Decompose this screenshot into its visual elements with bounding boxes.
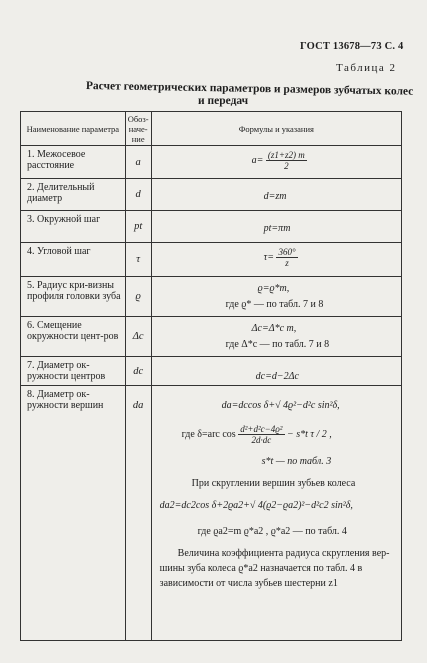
formula-cell: [151, 243, 401, 277]
formula-tip-diameter: da=dccos δ+√ 4ϱ²−d²c sin²δ,: [221, 400, 340, 411]
row-symbol: ϱ: [125, 277, 151, 317]
table-title: Расчет геометрических параметров и размеров зубчатых колес: [85, 80, 414, 98]
table-row: [21, 357, 402, 386]
column-header-name: Наименование параметра: [21, 112, 126, 146]
formula-delta: где δ=arc cos $\frac{\text{d²+d²c−4ϱ²}}{2d\cdot dc}$ − s*t τ / 2 ,: [181, 424, 332, 445]
formula-cell: [151, 146, 401, 179]
coefficient-note-2: шины зуба колеса ϱ*a2 назначается по табл. 4 в: [159, 563, 363, 574]
formula-rho-note: где ϱa2=m ϱ*a2 , ϱ*a2 — по табл. 4: [197, 526, 347, 537]
formula-interaxial: a= $\frac{(z1+z2) m}{2}$: [251, 150, 305, 171]
formula-cell: [151, 179, 401, 211]
formula-angular-pitch: τ= $\frac{360^\circ}{z}$: [263, 247, 296, 268]
formula-cell: [151, 386, 401, 641]
row-symbol: a: [125, 146, 151, 179]
row-symbol: Δc: [125, 317, 151, 357]
row-symbol: dc: [125, 357, 151, 386]
column-header-symbol: Обоз-наче-ние: [125, 112, 151, 146]
row-name: 7. Диаметр ок-ружности центров: [21, 357, 126, 386]
table-row: [21, 277, 402, 317]
formula-centre-offset: Δc=Δ*c m,: [251, 323, 297, 334]
formula-cell: [151, 277, 401, 317]
table-row: [21, 386, 402, 641]
table-row: [21, 317, 402, 357]
row-symbol: da: [125, 386, 151, 641]
coefficient-note-1: Величина коэффициента радиуса скругления вер-: [177, 548, 390, 559]
table-row: [21, 243, 402, 277]
document-code: ГОСТ 13678—73 С. 4: [300, 41, 404, 52]
table-row: [21, 211, 402, 243]
table-row: [21, 146, 402, 179]
row-name: 2. Делительный диаметр: [21, 179, 126, 211]
row-symbol: τ: [125, 243, 151, 277]
formula-centre-offset-note: где Δ*c — по табл. 7 и 8: [225, 339, 330, 350]
formula-curvature-note: где ϱ* — по табл. 7 и 8: [225, 299, 324, 310]
table-row: [21, 179, 402, 211]
formula-cell: [151, 211, 401, 243]
formula-cell: [151, 317, 401, 357]
table-label: Таблица 2: [336, 62, 397, 74]
row-symbol: d: [125, 179, 151, 211]
table-title-line2: и передач: [198, 95, 249, 107]
formula-pitch-diameter: d=zm: [263, 191, 287, 202]
formula-curvature-radius: ϱ=ϱ*m,: [257, 283, 290, 294]
row-symbol: pt: [125, 211, 151, 243]
row-name: 1. Межосевое расстояние: [21, 146, 126, 179]
row-name: 3. Окружной шаг: [21, 211, 126, 243]
parameters-table: [20, 111, 402, 641]
formula-circular-pitch: pt=πm: [263, 223, 291, 234]
formula-centre-diameter: dc=d−2Δc: [255, 371, 299, 382]
row-name: 8. Диаметр ок-ружности вершин: [21, 386, 126, 641]
column-header-formula: Формулы и указания: [151, 112, 401, 146]
formula-tip-diameter-rounded: da2=dc2cos δ+2ϱa2+√ 4(ϱ2−ϱa2)²−d²c2 sin²δ,: [159, 500, 353, 511]
rounding-note: При скруглении вершин зубьев колеса: [191, 478, 356, 489]
formula-cell: [151, 357, 401, 386]
formula-st-note: s*t — по табл. 3: [261, 456, 332, 467]
row-name: 4. Угловой шаг: [21, 243, 126, 277]
coefficient-note-3: зависимости от числа зубьев шестерни z1: [159, 578, 338, 589]
row-name: 5. Радиус кри-визны профиля головки зуба: [21, 277, 126, 317]
row-name: 6. Смещение окружности цент-ров: [21, 317, 126, 357]
